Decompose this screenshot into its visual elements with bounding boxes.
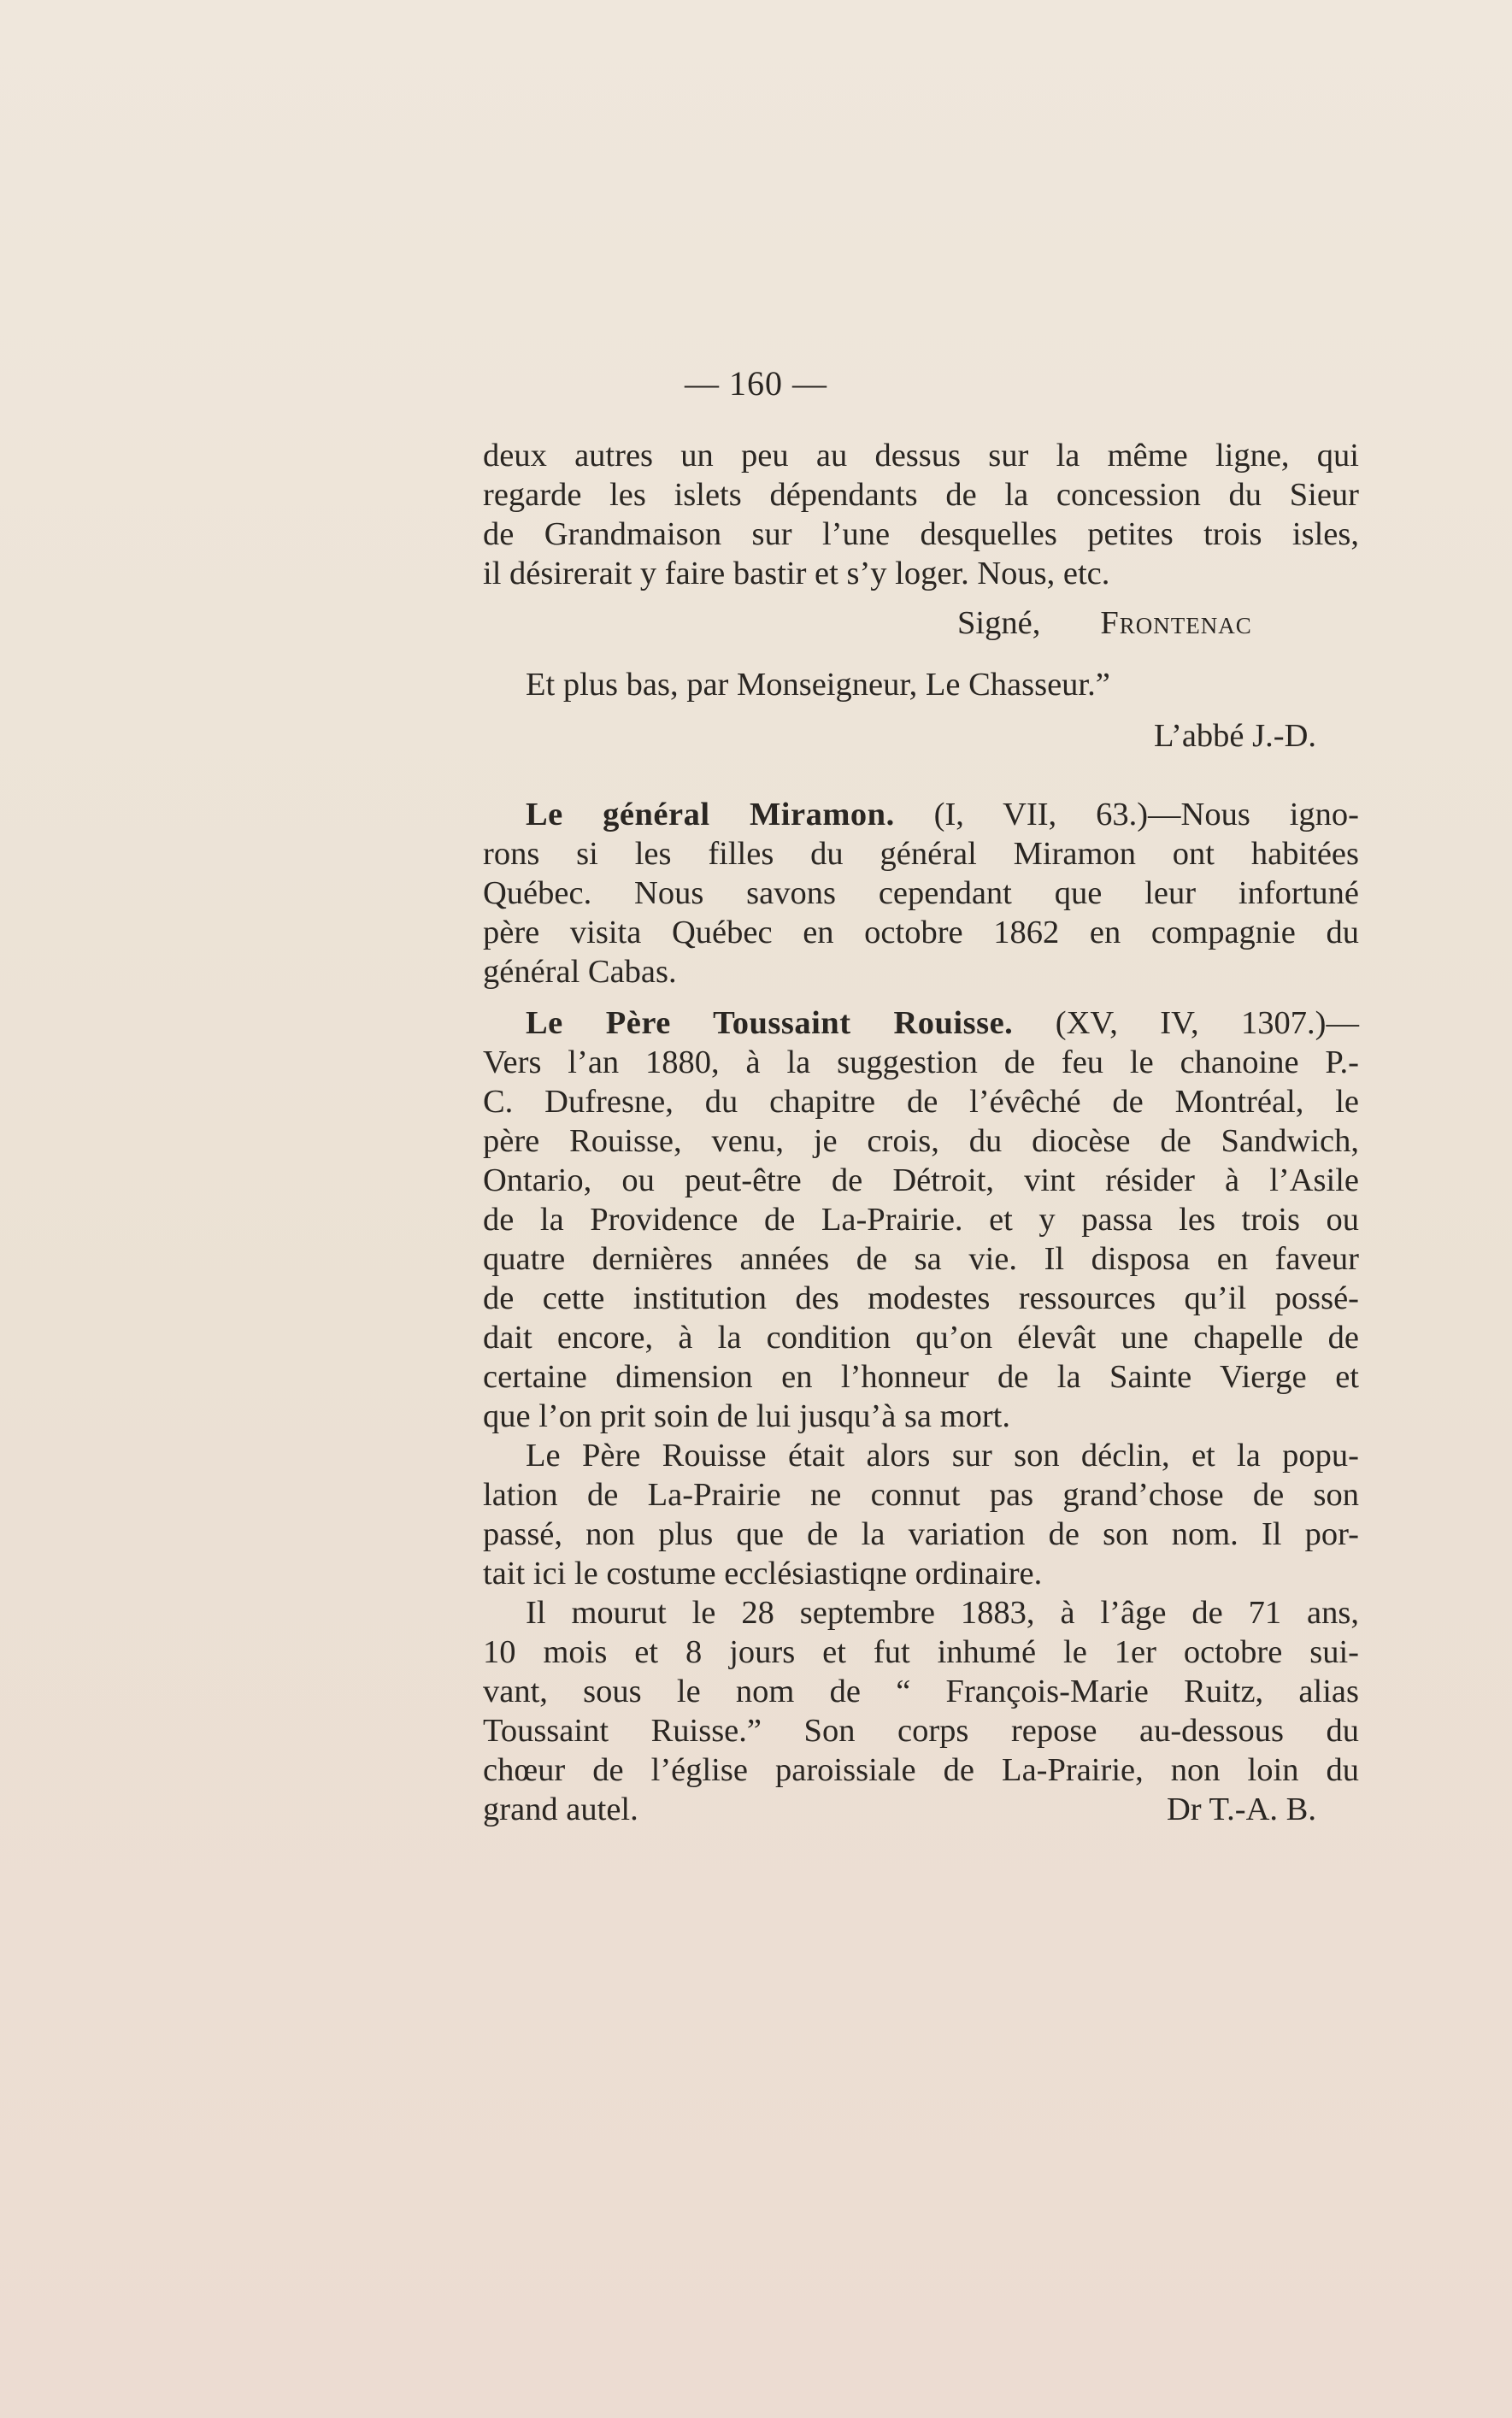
page-body — [483, 436, 1359, 1829]
author-signature: L’abbé J.-D. — [1154, 718, 1316, 754]
text-line: C. Dufresne, du chapitre de l’évêché de Montréal, le — [483, 1084, 1359, 1120]
text-line: Et plus bas, par Monseigneur, Le Chasseur.” — [526, 667, 1110, 703]
author-signature: Dr T.-A. B. — [1166, 1791, 1316, 1827]
text-line: père visita Québec en octobre 1862 en compagnie du — [483, 915, 1359, 950]
text-line — [483, 1003, 1359, 1043]
text-line: Le Père Rouisse était alors sur son déclin, et la popu- — [526, 1438, 1359, 1474]
section-continuation — [483, 436, 1359, 756]
text-line: que l’on prit soin de lui jusqu’à sa mort. — [483, 1398, 1010, 1434]
text-line: de la Providence de La-Prairie. et y passa les trois ou — [483, 1202, 1359, 1238]
text-line: général Cabas. — [483, 954, 677, 990]
text-line: de cette institution des modestes ressources qu’il possé- — [483, 1280, 1359, 1316]
text-line: Québec. Nous savons cependant que leur infortuné — [483, 875, 1359, 911]
section-heading: Le général Miramon. — [526, 797, 895, 832]
page-number: — 160 — — [685, 364, 827, 403]
section-miramon — [483, 795, 1359, 991]
heading-rest: (XV, IV, 1307.)— — [1013, 1005, 1359, 1041]
text-line: de Grandmaison sur l’une desquelles petites trois isles, — [483, 516, 1359, 552]
text-line: rons si les filles du général Miramon ont habitées — [483, 836, 1359, 872]
text-line: il désirerait y faire bastir et s’y loger. Nous, etc. — [483, 556, 1110, 591]
text-line: père Rouisse, venu, je crois, du diocèse de Sandwich, — [483, 1123, 1359, 1159]
signe-label: Signé, — [957, 605, 1041, 641]
text-line: vant, sous le nom de “ François-Marie Ruitz, alias — [483, 1674, 1359, 1709]
heading-rest: (I, VII, 63.)—Nous igno- — [894, 797, 1359, 832]
text-line: dait encore, à la condition qu’on élevât une chapelle de — [483, 1320, 1359, 1356]
text-line: certaine dimension en l’honneur de la Sainte Vierge et — [483, 1359, 1359, 1395]
text-line: Toussaint Ruisse.” Son corps repose au-dessous du — [483, 1713, 1359, 1749]
text-line — [483, 795, 1359, 834]
text-line: deux autres un peu au dessus sur la même ligne, qui — [483, 438, 1359, 474]
text-line: passé, non plus que de la variation de son nom. Il por- — [483, 1516, 1359, 1552]
text-line: regarde les islets dépendants de la concession du Sieur — [483, 477, 1359, 513]
text-line: quatre dernières années de sa vie. Il disposa en faveur — [483, 1241, 1359, 1277]
text-line: tait ici le costume ecclésiastiqne ordinaire. — [483, 1556, 1043, 1591]
text-line: Vers l’an 1880, à la suggestion de feu le chanoine P.- — [483, 1044, 1359, 1080]
section-rouisse — [483, 1003, 1359, 1829]
text-line: 10 mois et 8 jours et fut inhumé le 1er octobre sui- — [483, 1634, 1359, 1670]
closing-words: grand autel. — [483, 1791, 638, 1827]
text-line: lation de La-Prairie ne connut pas grand’chose de son — [483, 1477, 1359, 1513]
signatory-name: Frontenac — [1100, 605, 1252, 641]
section-heading: Le Père Toussaint Rouisse. — [526, 1005, 1014, 1041]
text-line: Ontario, ou peut-être de Détroit, vint résider à l’Asile — [483, 1162, 1359, 1198]
signature-row — [483, 593, 1359, 643]
text-line: chœur de l’église paroissiale de La-Prairie, non loin du — [483, 1752, 1359, 1788]
text-line — [483, 1790, 1359, 1829]
text-line: Il mourut le 28 septembre 1883, à l’âge de 71 ans, — [526, 1595, 1359, 1631]
